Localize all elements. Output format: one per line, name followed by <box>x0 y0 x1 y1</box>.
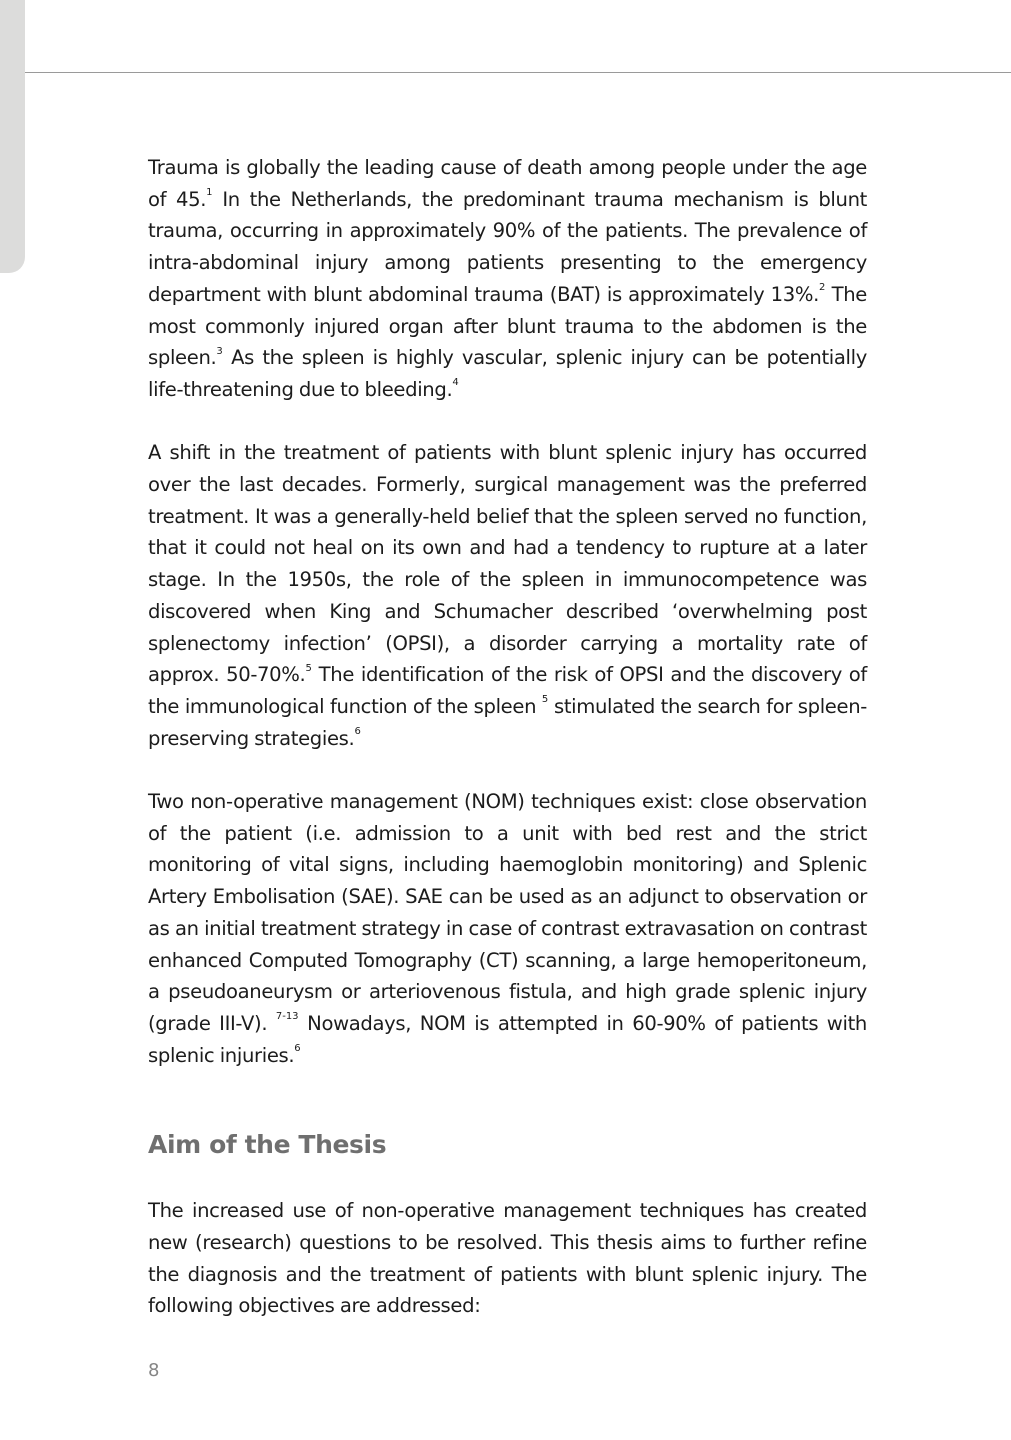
citation-superscript: 2 <box>818 282 826 294</box>
page-number: 8 <box>148 1360 160 1381</box>
paragraph-text: The most commonly injured organ after blunt trauma to the abdomen is the spleen. <box>148 282 867 370</box>
citation-superscript: 3 <box>216 345 223 357</box>
paragraph-text: Trauma is globally the leading cause of death among people under the age of 45. <box>148 156 867 211</box>
citation-superscript: 5 <box>541 694 549 706</box>
citation-superscript: 7-13 <box>275 1011 299 1023</box>
paragraph-text: Two non-operative management (NOM) techniques exist: close observation of the patient (i.e. admission to a unit with bed rest and the strict monitoring of vital signs, including haemoglobin monitoring) and Splenic Artery Embolisation (SAE). SAE can be used as an adjunct to observation or as an initial treatment strategy in case of contrast extravasation on contrast enhanced Computed Tomography (CT) scanning, a large hemoperitoneum, a pseudoaneurysm or arteriovenous fistula, and high grade splenic injury (grade III-V). <box>148 790 867 1035</box>
section-heading: Aim of the Thesis <box>148 1130 387 1160</box>
citation-superscript: 5 <box>305 662 312 674</box>
paragraph-treatment-shift <box>148 437 867 754</box>
paragraph-text: Nowadays, NOM is attempted in 60-90% of patients with splenic injuries. <box>148 1011 867 1067</box>
header-rule <box>25 72 1011 73</box>
paragraph-thesis-aim: The increased use of non-operative management techniques has created new (research) questions to be resolved. This thesis aims to further refine the diagnosis and the treatment of patients with blunt splenic injury. The following objectives are addressed: <box>148 1199 867 1318</box>
paragraph-text: In the Netherlands, the predominant trauma mechanism is blunt trauma, occurring in approximately 90% of the patients. The prevalence of intra-abdominal injury among patients presenting to the emergency department with blunt abdominal trauma (BAT) is approximately 13%. <box>148 187 867 306</box>
paragraph-trauma-intro <box>148 152 867 406</box>
page-body <box>148 152 867 1322</box>
paragraph-text: The identification of the risk of OPSI and the discovery of the immunological function of the spleen <box>148 663 867 718</box>
paragraph-text: As the spleen is highly vascular, splenic injury can be potentially life-threatening due to bleeding. <box>148 346 867 401</box>
chapter-side-tab <box>0 0 25 273</box>
paragraph-gap <box>148 754 867 786</box>
paragraph-nom-techniques <box>148 786 867 1071</box>
paragraph-text: stimulated the search for spleen-preserving strategies. <box>148 694 868 750</box>
citation-superscript: 4 <box>452 377 459 389</box>
citation-superscript: 1 <box>206 187 213 199</box>
paragraph-text: A shift in the treatment of patients with blunt splenic injury has occurred over the last decades. Formerly, surgical management was the preferred treatment. It was a generally-held belief that the spleen served no function, that it could not heal on its own and had a tendency to rupture at a later stage. In the 1950s, the role of the spleen in immunocompetence was discovered when King and Schumacher described ‘overwhelming post splenectomy infection’ (OPSI), a disorder carrying a mortality rate of approx. 50-70%. <box>148 441 867 687</box>
citation-superscript: 6 <box>294 1043 301 1055</box>
citation-superscript: 6 <box>354 726 361 738</box>
paragraph-gap <box>148 406 867 438</box>
